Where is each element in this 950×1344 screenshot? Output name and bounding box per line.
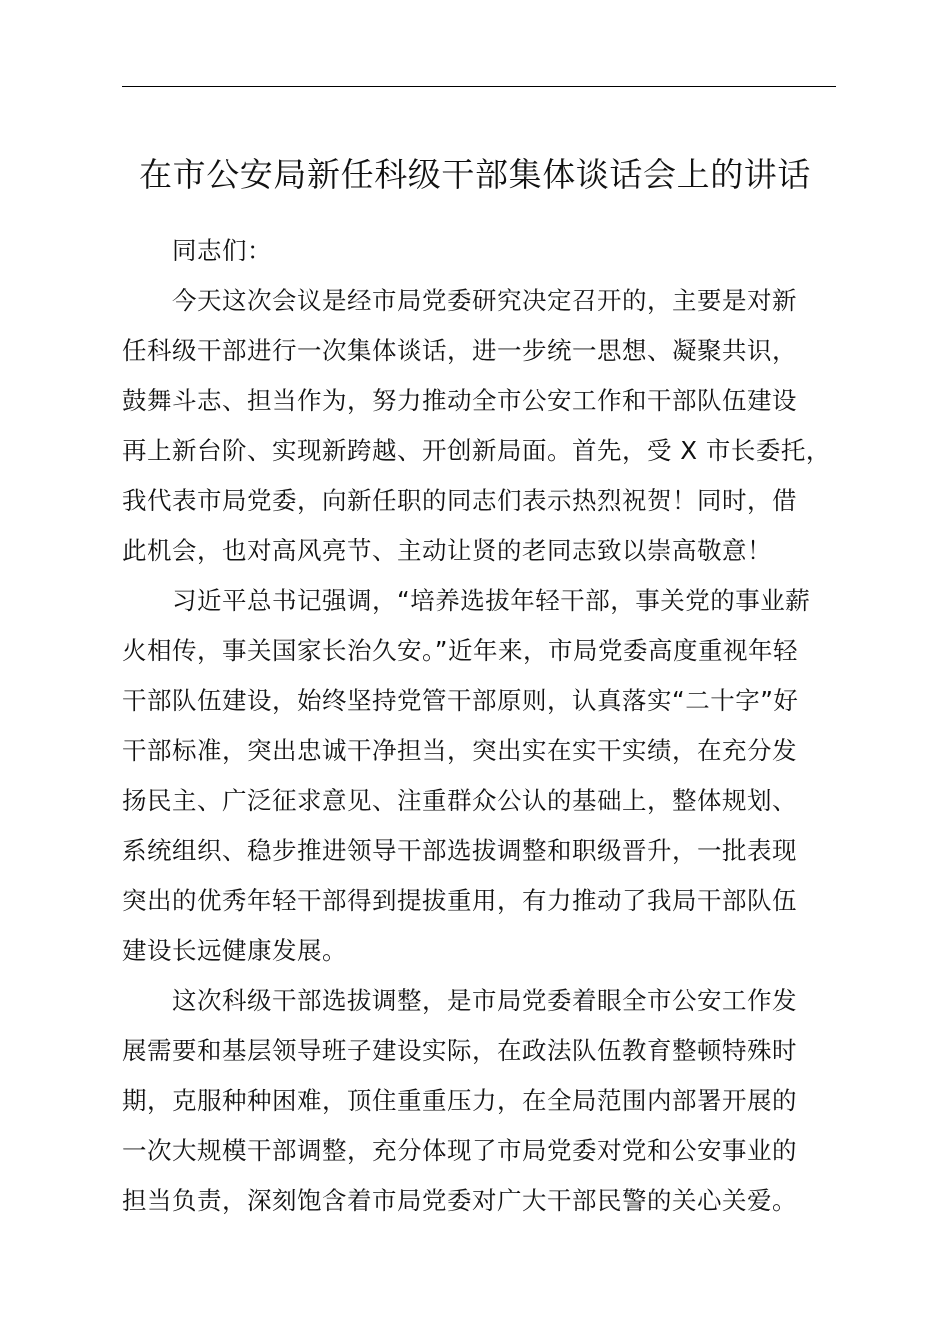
body-text-line: 一次大规模干部调整，充分体现了市局党委对党和公安事业的: [122, 1136, 797, 1165]
body-text-line: 习近平总书记强调，“培养选拔年轻干部，事关党的事业薪: [172, 586, 811, 615]
document-title: 在市公安局新任科级干部集体谈话会上的讲话: [139, 155, 811, 194]
header-rule: [122, 86, 836, 87]
body-text-line: 同志们：: [172, 236, 272, 265]
body-text-line: 担当负责，深刻饱含着市局党委对广大干部民警的关心关爱。: [122, 1186, 797, 1215]
body-text-line: 此机会，也对高风亮节、主动让贤的老同志致以崇高敬意！: [122, 536, 772, 565]
body-text-line: 扬民主、广泛征求意见、注重群众公认的基础上，整体规划、: [122, 786, 797, 815]
body-text-line: 任科级干部进行一次集体谈话，进一步统一思想、凝聚共识，: [122, 336, 797, 365]
document-body: [122, 226, 838, 1226]
body-text-line: 干部队伍建设，始终坚持党管干部原则，认真落实“二十字”好: [122, 686, 799, 715]
body-text-line: 再上新台阶、实现新跨越、开创新局面。首先，受 X 市长委托，: [122, 436, 831, 465]
body-text-line: 鼓舞斗志、担当作为，努力推动全市公安工作和干部队伍建设: [122, 386, 797, 415]
body-text-line: 展需要和基层领导班子建设实际，在政法队伍教育整顿特殊时: [122, 1036, 797, 1065]
body-text-line: 干部标准，突出忠诚干净担当，突出实在实干实绩，在充分发: [122, 736, 797, 765]
body-text-line: 建设长远健康发展。: [122, 936, 347, 965]
body-text-line: 系统组织、稳步推进领导干部选拔调整和职级晋升，一批表现: [122, 836, 797, 865]
body-text-line: 突出的优秀年轻干部得到提拔重用，有力推动了我局干部队伍: [122, 886, 797, 915]
body-text-line: 期，克服种种困难，顶住重重压力，在全局范围内部署开展的: [122, 1086, 797, 1115]
body-text-line: 我代表市局党委，向新任职的同志们表示热烈祝贺！同时，借: [122, 486, 797, 515]
body-text-line: 火相传，事关国家长治久安。”近年来，市局党委高度重视年轻: [122, 636, 798, 665]
body-text-line: 这次科级干部选拔调整，是市局党委着眼全市公安工作发: [172, 986, 797, 1015]
body-text-line: 今天这次会议是经市局党委研究决定召开的，主要是对新: [172, 286, 797, 315]
